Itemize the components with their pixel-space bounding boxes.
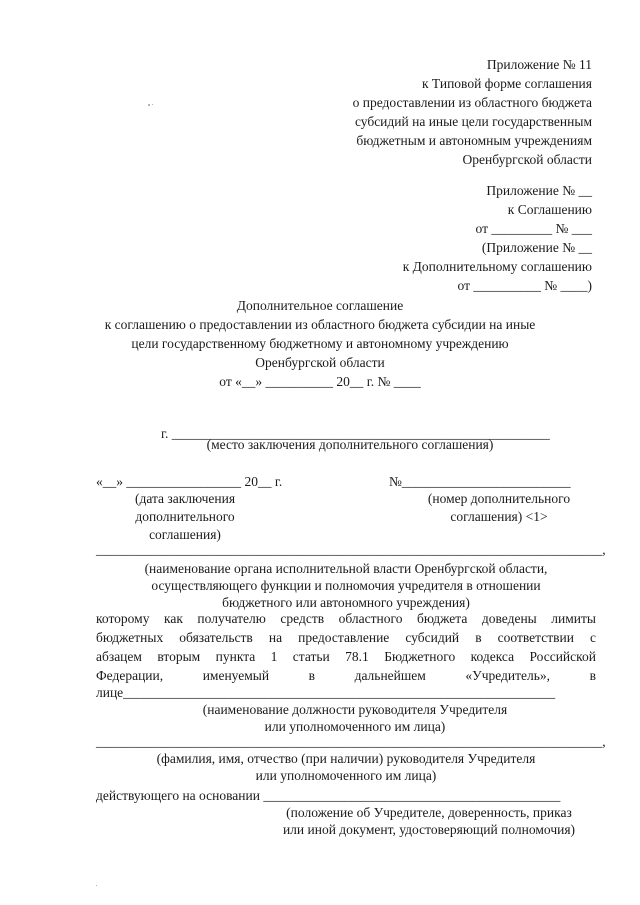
annex-line: к Соглашению <box>507 202 592 217</box>
appendix-line: субсидий на иные цели государственным <box>354 114 592 129</box>
annex-line: к Дополнительному соглашению <box>402 259 592 274</box>
scan-speck <box>148 104 150 106</box>
body-paragraph-line: которому как получателю средств областного бюджета доведены лимиты <box>96 611 596 626</box>
appendix-line: о предоставлении из областного бюджета <box>352 95 592 110</box>
title-line: цели государственному бюджетному и автономному учреждению <box>131 336 509 351</box>
basis-caption: или иной документ, удостоверяющий полномочия) <box>282 822 576 837</box>
title-line: Оренбургской области <box>255 355 385 370</box>
date-caption: дополнительного <box>135 509 235 524</box>
name-caption: (фамилия, имя, отчество (при наличии) руководителя Учредителя <box>156 751 536 766</box>
body-paragraph-line: абзацем вторым пункта 1 статьи 78.1 Бюджетного кодекса Российской <box>96 649 596 664</box>
name-caption: или уполномоченного им лица) <box>255 768 437 783</box>
position-caption: (наименование должности руководителя Учредителя <box>202 702 508 717</box>
annex-line: от __________ № ____) <box>457 278 592 293</box>
place-caption: (место заключения дополнительного соглашения) <box>206 437 494 452</box>
place-line: г. ________________________________________________________ <box>161 426 550 441</box>
number-caption: (номер дополнительного <box>427 491 571 506</box>
position-caption: или уполномоченного им лица) <box>264 719 446 734</box>
number-line: №_________________________ <box>389 474 571 489</box>
scan-speck <box>152 104 153 105</box>
body-paragraph-line: бюджетных обязательств на предоставление субсидий в соответствии с <box>96 630 596 645</box>
date-line: «__» _________________ 20__ г. <box>96 474 283 489</box>
appendix-line: бюджетным и автономным учреждениям <box>356 133 592 148</box>
name-line: ___________________________________________________________________________, <box>96 734 606 749</box>
appendix-line: Оренбургской области <box>462 152 592 167</box>
number-caption: соглашения) <1> <box>450 509 548 524</box>
title-line: к соглашению о предоставлении из областного бюджета субсидии на иные <box>104 317 536 332</box>
annex-line: от _________ № ___ <box>475 221 592 236</box>
date-caption: (дата заключения <box>134 491 236 506</box>
date-caption: соглашения) <box>149 527 221 542</box>
organ-caption: осуществляющего функции и полномочия учредителя в отношении <box>151 578 541 593</box>
basis-caption: (положение об Учредителе, доверенность, приказ <box>286 805 572 820</box>
organ-line: ___________________________________________________________________________, <box>96 542 606 557</box>
basis-line: действующего на основании ____________________________________________ <box>96 788 561 803</box>
organ-caption: (наименование органа исполнительной власти Оренбургской области, <box>144 561 548 576</box>
annex-line: Приложение № __ <box>486 183 592 198</box>
title-line: Дополнительное соглашение <box>236 298 404 313</box>
title-date-line: от «__» __________ 20__ г. № ____ <box>219 374 421 389</box>
organ-caption: бюджетного или автономного учреждения) <box>222 595 470 610</box>
scan-speck <box>96 885 97 886</box>
annex-line: (Приложение № __ <box>481 240 592 255</box>
body-paragraph-line: Федерации, именуемый в дальнейшем «Учредитель», в <box>96 668 596 683</box>
appendix-line: к Типовой форме соглашения <box>422 76 592 91</box>
face-line: лице________________________________________________________________ <box>96 685 556 700</box>
appendix-line: Приложение № 11 <box>486 57 592 72</box>
